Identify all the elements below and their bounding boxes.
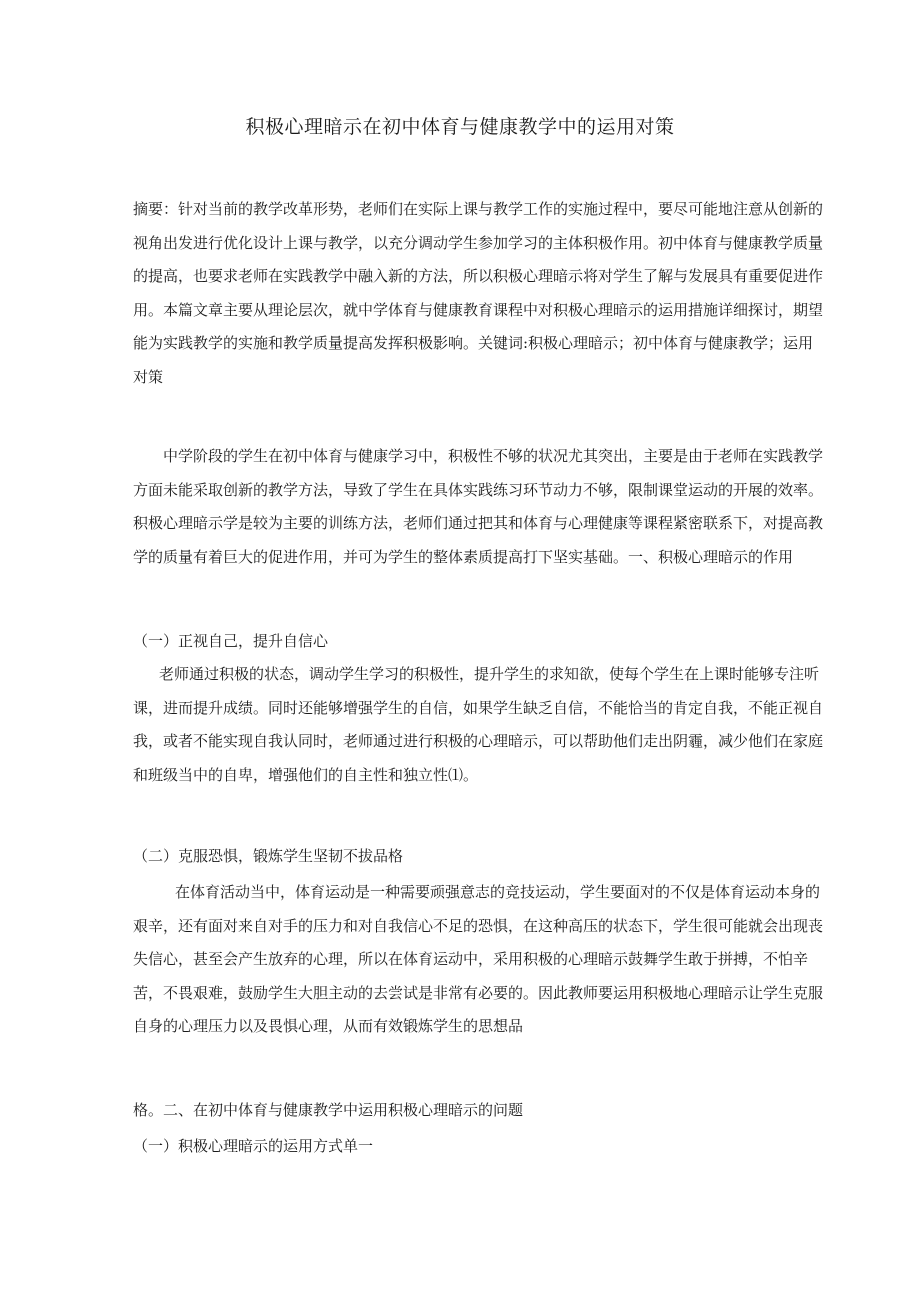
body-paragraph-3: 格。二、在初中体育与健康教学中运用积极心理暗示的问题 — [133, 1101, 524, 1119]
intro-paragraph: 中学阶段的学生在初中体育与健康学习中，积极性不够的状况尤其突出，主要是由于老师在实践教学方面未能采取创新的教学方法，导致了学生在具体实践练习环节动力不够，限制课堂运动的开展的效率。积极心理暗示学是较为主要的训练方法，老师们通过把其和体育与心理健康等课程紧密联系下，对提高教学的质量有着巨大的促进作用，并可为学生的整体素质提高打下坚实基础。一、积极心理暗示的作用 — [133, 447, 824, 566]
section-heading-3: （一）积极心理暗示的运用方式单一 — [133, 1137, 374, 1155]
body-paragraph-1: 老师通过积极的状态，调动学生学习的积极性，提升学生的求知欲，使每个学生在上课时能够专注听课，进而提升成绩。同时还能够增强学生的自信，如果学生缺乏自信，不能恰当的肯定自我，不能正视自我，或者不能实现自我认同时，老师通过进行积极的心理暗示，可以帮助他们走出阴霾，减少他们在家庭和班级当中的自卑，增强他们的自主性和独立性⑴。 — [133, 665, 824, 784]
abstract-paragraph: 摘要：针对当前的教学改革形势，老师们在实际上课与教学工作的实施过程中，要尽可能地注意从创新的视角出发进行优化设计上课与教学，以充分调动学生参加学习的主体积极作用。初中体育与健康教学质量的提高，也要求老师在实践教学中融入新的方法，所以积极心理暗示将对学生了解与发展具有重要促进作用。本篇文章主要从理论层次，就中学体育与健康教育课程中对积极心理暗示的运用措施详细探讨，期望能为实践教学的实施和教学质量提高发挥积极影响。关键词:积极心理暗示；初中体育与健康教学；运用对策 — [133, 200, 824, 386]
section-heading-1: （一）正视自己，提升自信心 — [133, 632, 329, 650]
document-title: 积极心理暗示在初中体育与健康教学中的运用对策 — [245, 116, 675, 138]
section-heading-2: （二）克服恐惧，锻炼学生坚韧不拔品格 — [133, 847, 404, 865]
body-paragraph-2: 在体育活动当中，体育运动是一种需要顽强意志的竞技运动，学生要面对的不仅是体育运动本身的艰辛，还有面对来自对手的压力和对自我信心不足的恐惧，在这种高压的状态下，学生很可能就会出现丧失信心，甚至会产生放弃的心理，所以在体育运动中，采用积极的心理暗示鼓舞学生敢于拼搏，不怕辛苦，不畏艰难，鼓励学生大胆主动的去尝试是非常有必要的。因此教师要运用积极地心理暗示让学生克服自身的心理压力以及畏惧心理，从而有效锻炼学生的思想品 — [133, 883, 824, 1035]
